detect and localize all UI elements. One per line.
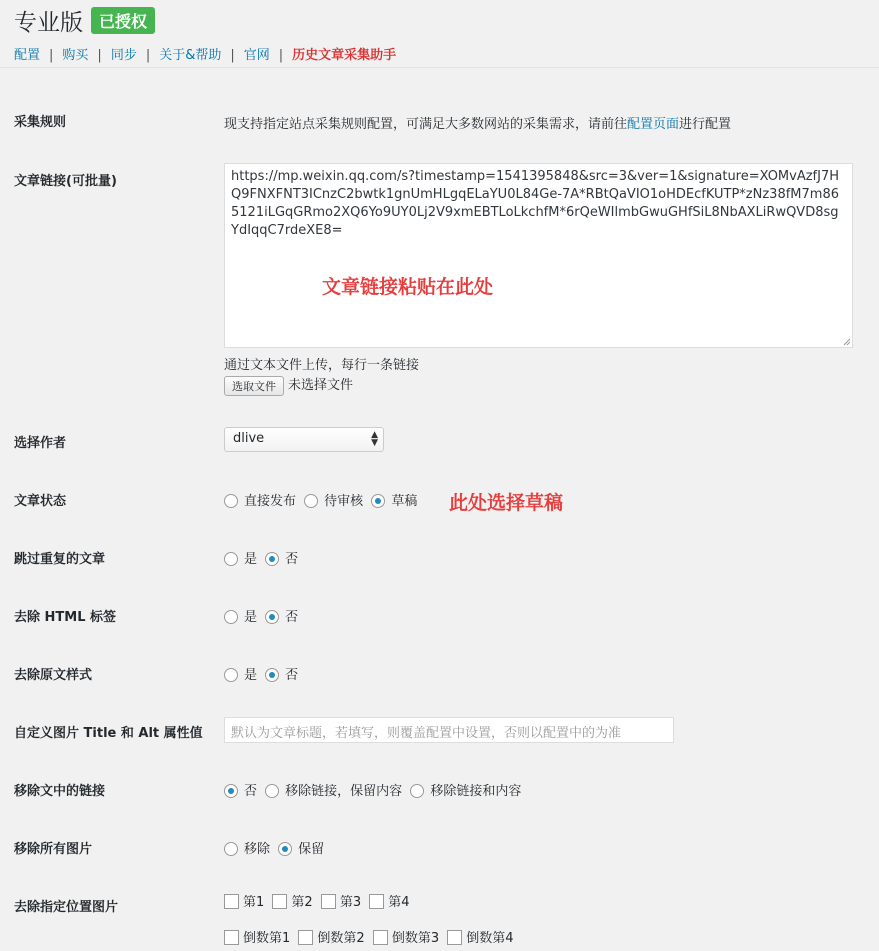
file-upload-row [224, 374, 353, 396]
top-nav [14, 44, 396, 63]
remove-style-yes-label: 是 [244, 668, 258, 683]
status-draft-label: 草稿 [391, 494, 418, 509]
select-arrows-icon: ▲ ▼ [371, 430, 378, 448]
remove-html-yes-label: 是 [244, 610, 258, 625]
image-title-alt-input[interactable]: 默认为文章标题，若填写，则覆盖配置中设置，否则以配置中的为准 [224, 717, 674, 743]
rules-label: 采集规则 [14, 115, 67, 130]
position-4-checkbox[interactable] [369, 894, 384, 909]
nav-about-help[interactable]: 关于&帮助 [159, 48, 222, 63]
skip-duplicate-options [224, 548, 302, 567]
article-links-textarea[interactable] [224, 163, 853, 348]
remove-images-label: 移除所有图片 [14, 842, 93, 857]
nav-separator: | [145, 48, 151, 63]
status-publish-radio[interactable] [224, 494, 238, 508]
remove-images-keep-label: 保留 [298, 842, 325, 857]
remove-images-remove-radio[interactable] [224, 842, 238, 856]
remove-style-yes-radio[interactable] [224, 668, 238, 682]
image-title-alt-label: 自定义图片 Title 和 Alt 属性值 [14, 726, 203, 741]
remove-links-keep-content-label: 移除链接，保留内容 [285, 784, 403, 799]
remove-links-keep-content-radio[interactable] [265, 784, 279, 798]
position-1-checkbox[interactable] [224, 894, 239, 909]
remove-links-no-label: 否 [244, 784, 258, 799]
skip-duplicate-yes-radio[interactable] [224, 552, 238, 566]
remove-links-and-content-label: 移除链接和内容 [430, 784, 522, 799]
remove-links-options [224, 780, 525, 799]
last-1-checkbox[interactable] [224, 930, 239, 945]
license-badge: 已授权 [91, 7, 155, 34]
remove-images-options [224, 838, 328, 857]
upload-hint: 通过文本文件上传，每行一条链接 [224, 358, 420, 373]
remove-style-label: 去除原文样式 [14, 668, 93, 683]
page-header [14, 4, 396, 63]
status-publish-label: 直接发布 [244, 494, 297, 509]
nav-buy[interactable]: 购买 [62, 48, 89, 63]
last-2-checkbox[interactable] [298, 930, 313, 945]
resize-grip-icon[interactable] [843, 338, 851, 346]
rules-text-after: 进行配置 [679, 117, 732, 132]
article-links-value: https://mp.weixin.qq.com/s?timestamp=1541395848&src=3&ver=1&signature=XOMvAzfJ7HQ9FNXFNT3ICnzC2bwtk1gnUmHLgqELaYU0L84Ge-7A*RBtQaVIO1oHDEcfKUTP*zNz38fM7m865121iLGqGRmo2XQ6Yo9UY0Lj2V9xmEBTLoLkchfM*6rQeWIlmbGwuGHfSiL8NbAXLiRwQVD8sgYdIqqC7rdeXE8= [231, 169, 840, 238]
status-draft-radio[interactable] [371, 494, 385, 508]
article-links-label: 文章链接(可批量) [14, 174, 117, 189]
status-pending-label: 待审核 [324, 494, 364, 509]
nav-official-site[interactable]: 官网 [243, 48, 270, 63]
remove-style-no-label: 否 [285, 668, 299, 683]
file-status: 未选择文件 [288, 378, 354, 393]
author-select[interactable] [224, 427, 384, 452]
position-images-row-2 [224, 927, 518, 946]
nav-separator: | [97, 48, 102, 63]
remove-style-no-radio[interactable] [265, 668, 279, 682]
remove-html-yes-radio[interactable] [224, 610, 238, 624]
position-1-label: 第1 [243, 895, 265, 910]
last-4-label: 倒数第4 [466, 931, 514, 946]
position-3-checkbox[interactable] [321, 894, 336, 909]
remove-links-and-content-radio[interactable] [410, 784, 424, 798]
author-selected: dlive [233, 431, 265, 446]
status-label: 文章状态 [14, 494, 67, 509]
remove-images-remove-label: 移除 [244, 842, 271, 857]
draft-annotation: 此处选择草稿 [449, 492, 564, 514]
status-options [224, 490, 421, 509]
last-3-checkbox[interactable] [373, 930, 388, 945]
position-images-row-1 [224, 891, 414, 910]
position-2-label: 第2 [291, 895, 313, 910]
last-4-checkbox[interactable] [447, 930, 462, 945]
position-3-label: 第3 [339, 895, 362, 910]
position-2-checkbox[interactable] [272, 894, 287, 909]
skip-duplicate-no-radio[interactable] [265, 552, 279, 566]
last-2-label: 倒数第2 [317, 931, 365, 946]
remove-position-images-label: 去除指定位置图片 [14, 900, 119, 915]
remove-links-no-radio[interactable] [224, 784, 238, 798]
remove-html-options [224, 606, 302, 625]
remove-html-no-radio[interactable] [265, 610, 279, 624]
nav-separator: | [230, 48, 235, 63]
title-row [14, 4, 396, 37]
nav-sync[interactable]: 同步 [110, 48, 137, 63]
page-title: 专业版 [14, 10, 83, 36]
author-label: 选择作者 [14, 436, 67, 451]
last-1-label: 倒数第1 [243, 931, 291, 946]
nav-config[interactable]: 配置 [14, 48, 41, 63]
skip-duplicate-no-label: 否 [285, 552, 299, 567]
nav-separator: | [49, 48, 54, 63]
header-divider [0, 67, 879, 68]
rules-text-before: 现支持指定站点采集规则配置，可满足大多数网站的采集需求，请前往 [224, 117, 628, 132]
remove-html-no-label: 否 [285, 610, 299, 625]
remove-links-label: 移除文中的链接 [14, 784, 106, 799]
remove-html-label: 去除 HTML 标签 [14, 610, 117, 625]
config-page-link[interactable]: 配置页面 [627, 117, 680, 132]
remove-style-options [224, 664, 302, 683]
status-pending-radio[interactable] [304, 494, 318, 508]
skip-duplicate-yes-label: 是 [244, 552, 258, 567]
skip-duplicate-label: 跳过重复的文章 [14, 552, 106, 567]
last-3-label: 倒数第3 [391, 931, 440, 946]
nav-separator: | [278, 48, 284, 63]
choose-file-button[interactable]: 选取文件 [224, 376, 284, 396]
paste-annotation: 文章链接粘贴在此处 [322, 276, 494, 298]
rules-description [224, 113, 731, 132]
position-4-label: 第4 [388, 895, 410, 910]
remove-images-keep-radio[interactable] [278, 842, 292, 856]
nav-history-collector[interactable]: 历史文章采集助手 [292, 48, 397, 63]
